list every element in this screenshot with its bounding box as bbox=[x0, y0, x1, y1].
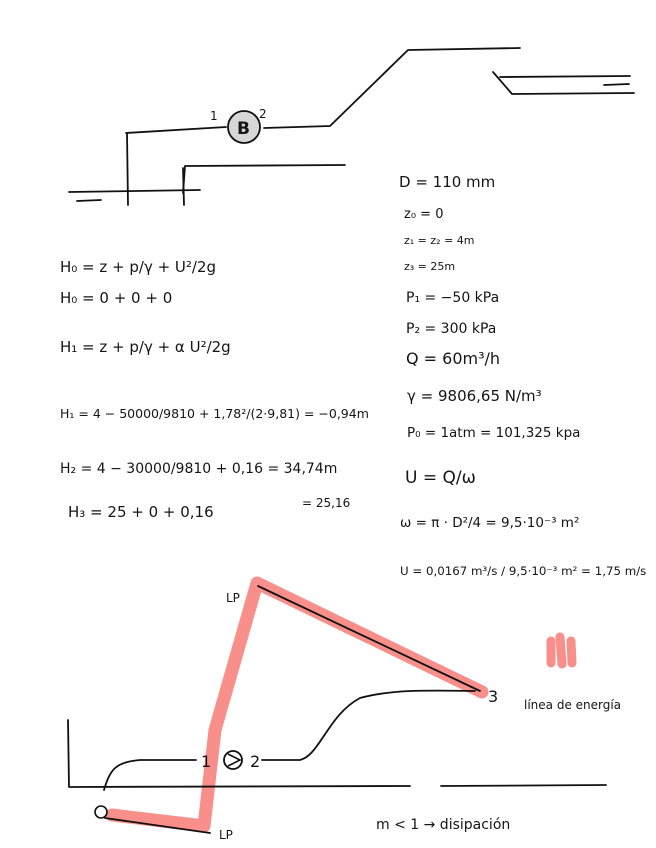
pump-outlet-label: 2 bbox=[259, 107, 267, 121]
hydraulic-profile-line bbox=[104, 760, 196, 790]
z1-z2-value: z₁ = z₂ = 4m bbox=[404, 234, 475, 247]
h3-calculation: H₃ = 25 + 0 + 0,16 bbox=[68, 503, 214, 521]
pump-letter: B bbox=[237, 119, 250, 139]
z3-value: z₃ = 25m bbox=[404, 260, 456, 273]
h1-definition: H₁ = z + p/γ + α U²/2g bbox=[60, 338, 231, 356]
upper-tank-water bbox=[500, 76, 630, 77]
pipe-outlet-line bbox=[264, 48, 520, 128]
velocity-definition: U = Q/ω bbox=[405, 468, 476, 488]
pipe-lower-line bbox=[183, 165, 345, 193]
piezometric-line-upper bbox=[258, 586, 480, 691]
h3-result: = 25,16 bbox=[302, 496, 351, 510]
energy-line-highlight bbox=[112, 583, 482, 826]
lower-tank-water bbox=[69, 190, 200, 192]
lp-label-top: LP bbox=[226, 591, 240, 605]
dissipation-note: m < 1 → disipación bbox=[376, 817, 511, 833]
pipe-top-line bbox=[126, 127, 226, 133]
axis-vertical bbox=[68, 720, 69, 787]
axis-baseline-end bbox=[441, 785, 606, 786]
p1-value: P₁ = −50 kPa bbox=[406, 290, 500, 306]
lp-label-bottom: LP bbox=[219, 828, 233, 842]
h0-value: H₀ = 0 + 0 + 0 bbox=[60, 289, 173, 307]
upper-tank-mark bbox=[604, 84, 629, 85]
velocity-calculation: U = 0,0167 m³/s / 9,5·10⁻³ m² = 1,75 m/s bbox=[400, 564, 647, 578]
h2-calculation: H₂ = 4 − 30000/9810 + 0,16 = 34,74m bbox=[60, 461, 338, 477]
point-0-marker bbox=[95, 806, 107, 818]
pump-out-label: 2 bbox=[250, 752, 261, 771]
z0-value: z₀ = 0 bbox=[404, 207, 444, 222]
p0-value: P₀ = 1atm = 101,325 kpa bbox=[407, 425, 581, 441]
lower-tank-mark bbox=[77, 200, 101, 201]
energy-legend-swatch bbox=[551, 637, 572, 664]
diameter-value: D = 110 mm bbox=[399, 173, 496, 191]
area-value: ω = π · D²/4 = 9,5·10⁻³ m² bbox=[400, 515, 580, 531]
flow-rate-value: Q = 60m³/h bbox=[406, 349, 501, 368]
suction-pipe-right bbox=[183, 168, 184, 205]
suction-pipe-left bbox=[127, 133, 128, 205]
gamma-value: γ = 9806,65 N/m³ bbox=[407, 387, 542, 405]
energy-line-legend: línea de energía bbox=[524, 698, 622, 712]
point-3-label: 3 bbox=[488, 687, 499, 706]
h1-calculation: H₁ = 4 − 50000/9810 + 1,78²/(2·9,81) = −0,94m bbox=[60, 406, 369, 421]
h0-definition: H₀ = z + p/γ + U²/2g bbox=[60, 258, 217, 276]
pump-in-label: 1 bbox=[201, 752, 212, 771]
p2-value: P₂ = 300 kPa bbox=[406, 321, 497, 337]
axis-baseline bbox=[70, 786, 410, 787]
pump-inlet-label: 1 bbox=[210, 109, 218, 123]
hydraulic-profile-line-2 bbox=[262, 691, 475, 760]
